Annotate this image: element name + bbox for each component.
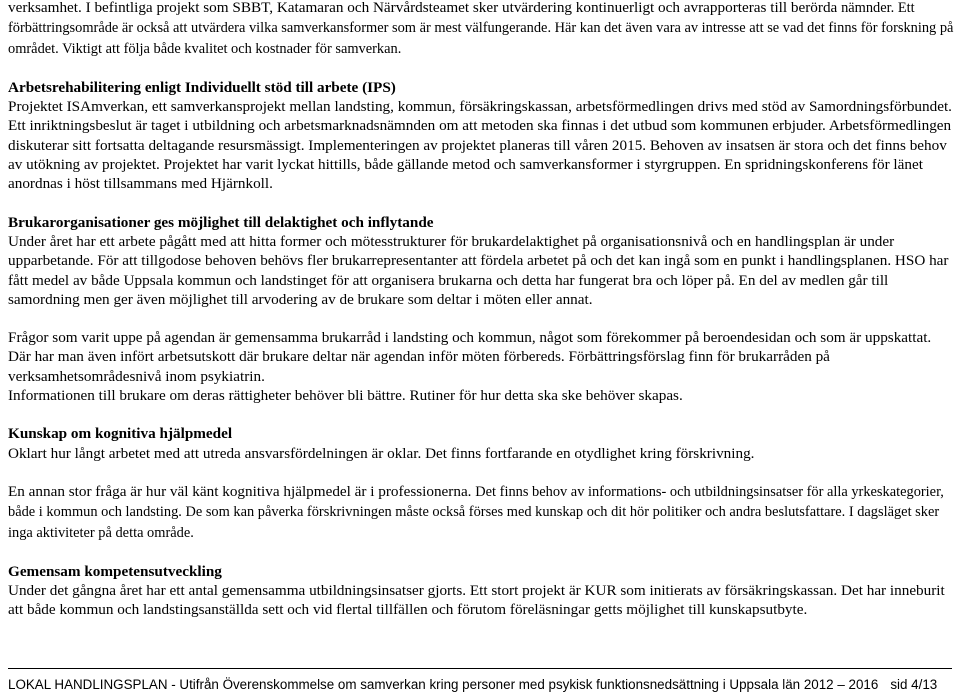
page-number: sid 4/13 bbox=[890, 677, 938, 692]
section-paragraph: Informationen till brukare om deras rättigheter behöver bli bättre. Rutiner för hur detta ska ske behöver skapas. bbox=[8, 387, 683, 405]
document-body bbox=[8, 0, 954, 620]
section-sentence: En annan stor fråga är hur väl känt kognitiva hjälpmedel är i professionerna. bbox=[8, 482, 472, 500]
intro-paragraph bbox=[8, 0, 954, 59]
spacer bbox=[8, 405, 954, 424]
section-paragraph bbox=[8, 482, 954, 543]
spacer bbox=[8, 543, 954, 562]
section-paragraph: Under året har ett arbete pågått med att hitta former och mötesstrukturer för brukardelaktighet på organisationsnivå och en handlingsplan är under upparbetande. För att tillgodose behoven behövs fler brukarrepresentanter att fördela arbetet på och det kan ingå som en punkt i handlingsplanen. HSO har fått medel av både Uppsala kommun och landstinget för att organisera brukarna och detta har fungerat bra och löper på. En del av medlen går till samordning men ger även möjlighet till arvodering av de brukare som deltar i möten eller annat. bbox=[8, 232, 949, 308]
section-paragraph: Oklart hur långt arbetet med att utreda ansvarsfördelningen är oklar. Det finns fortfarande en otydlighet kring förskrivning. bbox=[8, 444, 755, 462]
section-heading: Kunskap om kognitiva hjälpmedel bbox=[8, 425, 233, 443]
section-heading: Arbetsrehabilitering enligt Individuellt stöd till arbete (IPS) bbox=[8, 78, 396, 96]
intro-line-2: nämnder. Ett förbättringsområde är också att utvärdera vilka samverkansformer som är mest välfungerande. Här kan det även vara av intresse att se vad det finns för forskning på området. Viktigt att följa både kvalitet och kostnader för samverkan. bbox=[8, 0, 954, 57]
section-kompetensutveckling bbox=[8, 562, 954, 620]
spacer bbox=[8, 309, 954, 328]
spacer bbox=[8, 59, 954, 78]
section-brukarorganisationer bbox=[8, 213, 954, 406]
spacer bbox=[8, 463, 954, 482]
page-footer bbox=[8, 676, 952, 693]
section-ips bbox=[8, 78, 954, 194]
footer-divider bbox=[8, 668, 952, 669]
section-paragraph: Frågor som varit uppe på agendan är gemensamma brukarråd i landsting och kommun, något som förekommer på beroendesidan och som är uppskattat. Där har man även infört arbetsutskott där brukare deltar när agendan inför möten förbereds. Förbättringsförslag finn för brukarråden på verksamhetsområdesnivå inom psykiatrin. bbox=[8, 329, 932, 385]
footer-title: LOKAL HANDLINGSPLAN - Utifrån Överenskommelse om samverkan kring personer med psykisk funktionsnedsättning i Uppsala län 2012 – 2016 bbox=[8, 677, 879, 692]
section-paragraph: Projektet ISAmverkan, ett samverkansprojekt mellan landsting, kommun, försäkringskassan, arbetsförmedlingen drivs med stöd av Samordningsförbundet. Ett inriktningsbeslut är taget i utbildning och arbetsmarknadsnämnden om att metoden ska finnas i det utbud som kommunen erbjuder. Arbetsförmedlingen diskuterar sitt fortsatta deltagande resursmässigt. Implementeringen av projektet planeras till våren 2015. Behoven av insatsen är stora och det finns behov av utökning av projektet. Projektet har varit lyckat hittills, både gällande metod och samverkansformer i styrgruppen. En spridningskonferens för länet anordnas i höst tillsammans med Hjärnkoll. bbox=[8, 98, 952, 193]
intro-line-1: verksamhet. I befintliga projekt som SBBT, Katamaran och Närvårdsteamet sker utvärdering kontinuerligt och avrapporteras till berörda bbox=[8, 0, 838, 16]
section-sentence: Det finns behov av informations- och utbildningsinsatser för alla yrkeskategorier, både i kommun och landsting. De som kan påverka förskrivningen måste också förses med kunskap och dit hör politiker och andra beslutsfattare. I dagsläget sker inga aktiviteter på detta område. bbox=[8, 483, 944, 541]
section-heading: Brukarorganisationer ges möjlighet till delaktighet och inflytande bbox=[8, 213, 434, 231]
section-kognitiva-hjalpmedel bbox=[8, 424, 954, 542]
spacer bbox=[8, 194, 954, 213]
section-heading: Gemensam kompetensutveckling bbox=[8, 562, 222, 580]
section-paragraph: Under det gångna året har ett antal gemensamma utbildningsinsatser gjorts. Ett stort projekt är KUR som initierats av försäkringskassan. Det har inneburit att både kommun och landstingsanställda sett och vid flertal tillfällen och förutom föreläsningar getts möjlighet till kunskapsutbyte. bbox=[8, 582, 945, 619]
